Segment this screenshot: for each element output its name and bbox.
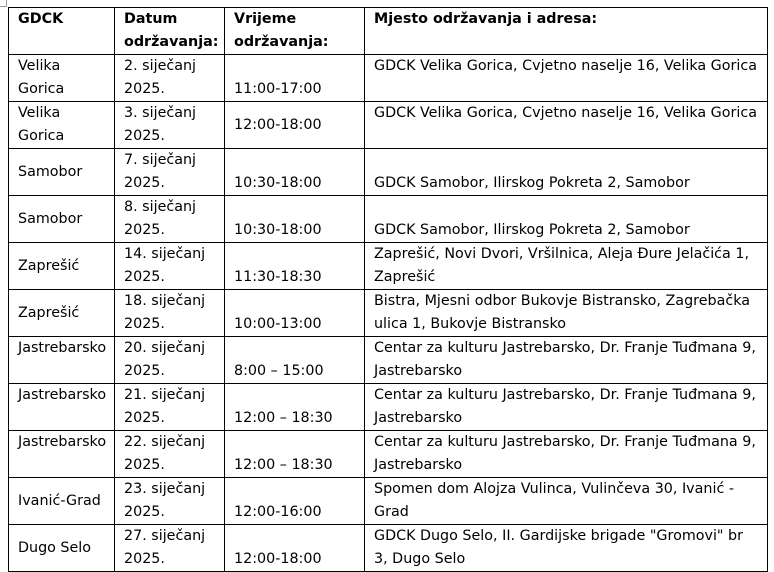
table-row [9, 478, 768, 525]
cell-place: Spomen dom Alojza Vulinca, Vulinčeva 30, Ivanić - Grad [365, 478, 768, 525]
table-row [9, 102, 768, 149]
cell-time: 11:00-17:00 [225, 55, 365, 102]
table-header-row [9, 8, 768, 55]
header-place: Mjesto održavanja i adresa: [365, 8, 768, 55]
cell-place: Zaprešić, Novi Dvori, Vršilnica, Aleja Đure Jelačića 1, Zaprešić [365, 243, 768, 290]
cell-gdck: Jastrebarsko [9, 431, 115, 478]
cell-time: 10:30-18:00 [225, 196, 365, 243]
cell-date: 8. siječanj 2025. [115, 196, 225, 243]
cell-gdck: Zaprešić [9, 243, 115, 290]
cell-time: 12:00 – 18:30 [225, 431, 365, 478]
table-row [9, 243, 768, 290]
corner-mark [0, 0, 7, 7]
header-date: Datum održavanja: [115, 8, 225, 55]
cell-time: 12:00-18:00 [225, 525, 365, 572]
cell-date: 20. siječanj 2025. [115, 337, 225, 384]
cell-gdck: Velika Gorica [9, 102, 115, 149]
cell-time: 12:00-18:00 [225, 102, 365, 149]
cell-time: 10:30-18:00 [225, 149, 365, 196]
cell-date: 21. siječanj 2025. [115, 384, 225, 431]
cell-time: 12:00-16:00 [225, 478, 365, 525]
cell-gdck: Samobor [9, 196, 115, 243]
header-gdck: GDCK [9, 8, 115, 55]
cell-date: 3. siječanj 2025. [115, 102, 225, 149]
cell-date: 2. siječanj 2025. [115, 55, 225, 102]
cell-gdck: Samobor [9, 149, 115, 196]
table-row [9, 525, 768, 572]
cell-time: 8:00 – 15:00 [225, 337, 365, 384]
table-row [9, 384, 768, 431]
cell-date: 18. siječanj 2025. [115, 290, 225, 337]
table-row [9, 290, 768, 337]
cell-date: 22. siječanj 2025. [115, 431, 225, 478]
table-row [9, 431, 768, 478]
cell-place: GDCK Velika Gorica, Cvjetno naselje 16, Velika Gorica [365, 55, 768, 102]
table-row [9, 55, 768, 102]
header-time: Vrijeme održavanja: [225, 8, 365, 55]
cell-gdck: Zaprešić [9, 290, 115, 337]
cell-gdck: Dugo Selo [9, 525, 115, 572]
cell-time: 11:30-18:30 [225, 243, 365, 290]
cell-place: GDCK Samobor, Ilirskog Pokreta 2, Samobor [365, 196, 768, 243]
table-row [9, 149, 768, 196]
cell-date: 27. siječanj 2025. [115, 525, 225, 572]
cell-time: 12:00 – 18:30 [225, 384, 365, 431]
cell-place: Centar za kulturu Jastrebarsko, Dr. Franje Tuđmana 9, Jastrebarsko [365, 384, 768, 431]
cell-time: 10:00-13:00 [225, 290, 365, 337]
cell-gdck: Ivanić-Grad [9, 478, 115, 525]
cell-gdck: Jastrebarsko [9, 384, 115, 431]
cell-gdck: Jastrebarsko [9, 337, 115, 384]
cell-date: 23. siječanj 2025. [115, 478, 225, 525]
donation-schedule-table [8, 7, 768, 572]
table-row [9, 337, 768, 384]
cell-date: 7. siječanj 2025. [115, 149, 225, 196]
cell-gdck: Velika Gorica [9, 55, 115, 102]
cell-place: GDCK Samobor, Ilirskog Pokreta 2, Samobor [365, 149, 768, 196]
cell-place: GDCK Dugo Selo, II. Gardijske brigade "Gromovi" br 3, Dugo Selo [365, 525, 768, 572]
cell-place: Centar za kulturu Jastrebarsko, Dr. Franje Tuđmana 9, Jastrebarsko [365, 337, 768, 384]
cell-place: GDCK Velika Gorica, Cvjetno naselje 16, Velika Gorica [365, 102, 768, 149]
cell-place: Bistra, Mjesni odbor Bukovje Bistransko, Zagrebačka ulica 1, Bukovje Bistransko [365, 290, 768, 337]
cell-place: Centar za kulturu Jastrebarsko, Dr. Franje Tuđmana 9, Jastrebarsko [365, 431, 768, 478]
table-row [9, 196, 768, 243]
cell-date: 14. siječanj 2025. [115, 243, 225, 290]
